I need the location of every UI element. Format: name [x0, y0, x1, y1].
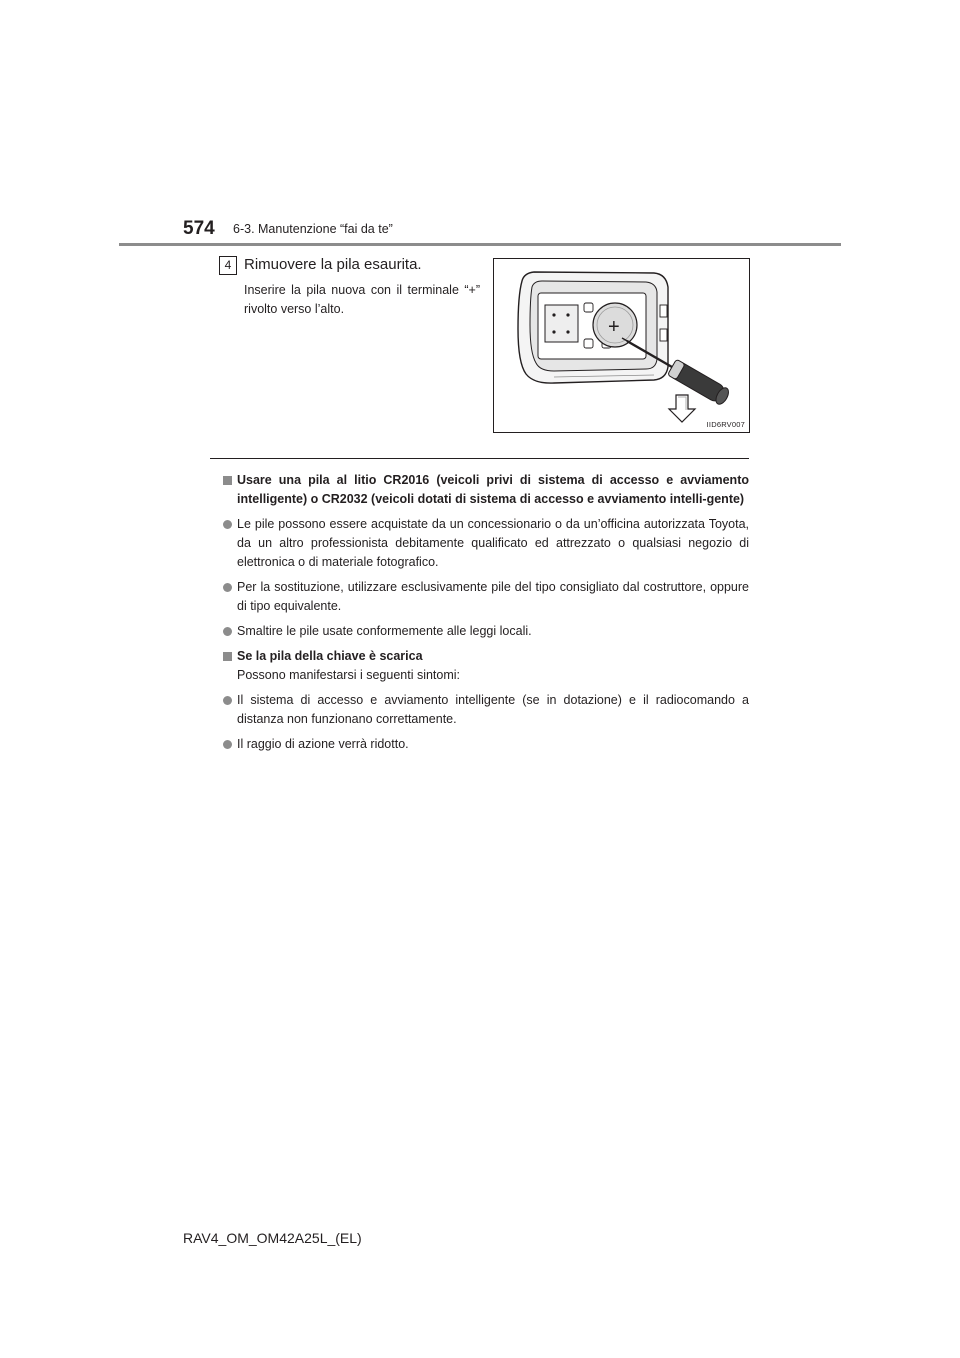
section-heading [223, 647, 749, 666]
square-bullet-icon [223, 652, 232, 661]
list-item-text: Il sistema di accesso e avviamento intelligente (se in dotazione) e il radiocomando a distanza non funzionano correttamente. [237, 693, 749, 726]
content-divider [210, 458, 749, 459]
side-tab [660, 305, 667, 317]
section-intro: Possono manifestarsi i seguenti sintomi: [237, 668, 461, 682]
header-divider [119, 243, 841, 246]
square-bullet-icon [223, 476, 232, 485]
battery-plus-mark: + [608, 316, 620, 338]
battery-clip [584, 339, 593, 348]
section-heading [223, 471, 749, 509]
list-item [223, 735, 749, 754]
round-bullet-icon [223, 520, 232, 529]
notes-content [223, 471, 749, 754]
circuit-chip [545, 305, 578, 342]
section-title: 6-3. Manutenzione “fai da te” [233, 222, 393, 236]
key-battery-illustration [494, 259, 749, 432]
list-item-text: Le pile possono essere acquistate da un concessionario o da un’officina autorizzata Toyota, da un altro professionista debitamente qualificato ed attrezzato o qualsiasi negozio di elettronica o di materiale fotografico. [237, 517, 749, 569]
list-item-text: Smaltire le pile usate conformemente alle leggi locali. [237, 624, 532, 638]
battery-clip [584, 303, 593, 312]
list-item [223, 515, 749, 572]
down-arrow-icon [669, 395, 695, 422]
step-description: Inserire la pila nuova con il terminale “+” rivolto verso l’alto. [244, 283, 480, 316]
round-bullet-icon [223, 583, 232, 592]
figure-code: IID6RV007 [706, 420, 745, 429]
chip-dot [552, 330, 555, 333]
round-bullet-icon [223, 627, 232, 636]
round-bullet-icon [223, 696, 232, 705]
list-item [223, 691, 749, 729]
side-tab [660, 329, 667, 341]
section-heading-text: Se la pila della chiave è scarica [237, 649, 423, 663]
battery-removal-figure [493, 258, 750, 433]
step-number-badge: 4 [219, 256, 237, 275]
list-item-text: Per la sostituzione, utilizzare esclusivamente pile del tipo consigliato dal costruttore, oppure di tipo equivalente. [237, 580, 749, 613]
list-item-text: Il raggio di azione verrà ridotto. [237, 737, 409, 751]
step-title: Rimuovere la pila esaurita. [244, 256, 422, 273]
round-bullet-icon [223, 740, 232, 749]
chip-dot [552, 313, 555, 316]
document-id: RAV4_OM_OM42A25L_(EL) [183, 1230, 362, 1246]
list-item [223, 578, 749, 616]
chip-dot [566, 313, 569, 316]
page-number: 574 [183, 218, 215, 239]
chip-dot [566, 330, 569, 333]
list-item [223, 622, 749, 641]
section-heading-text: Usare una pila al litio CR2016 (veicoli privi di sistema di accesso e avviamento intelligente) o CR2032 (veicoli dotati di sistema di accesso e avviamento intelli-gente) [237, 473, 749, 506]
